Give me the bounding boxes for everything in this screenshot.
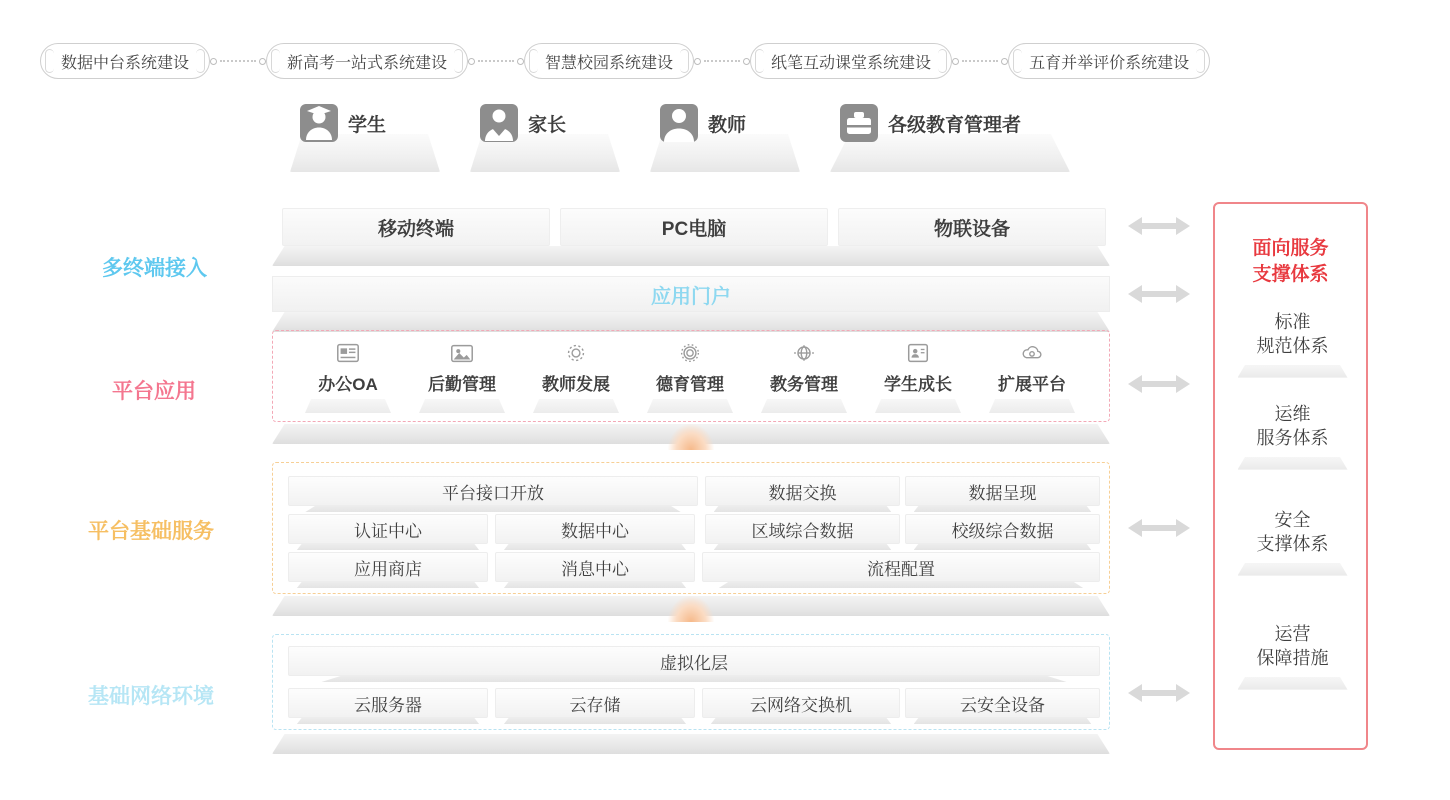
category-label-base-service: 平台基础服务: [88, 520, 214, 543]
app-pedestal: [989, 399, 1075, 413]
network-virtual-layer[interactable]: [288, 646, 1100, 676]
app-pedestal: [875, 399, 961, 413]
service-message-center[interactable]: [495, 552, 695, 582]
service-workflow-config-label: 流程配置: [867, 559, 935, 579]
support-item-operations[interactable]: [1233, 402, 1352, 470]
service-message-center-label: 消息中心: [561, 559, 629, 579]
cell-shadow: [504, 581, 686, 588]
connector-node-right: [259, 58, 266, 65]
network-layer-slab: [272, 734, 1110, 754]
administrator-icon: [838, 100, 880, 144]
teacher-icon: [658, 100, 700, 144]
service-app-store-label: 应用商店: [354, 559, 422, 579]
layer-connector-flame-apps: [668, 424, 714, 450]
support-system-title-line2: 支撑体系: [1252, 263, 1329, 285]
service-auth-center-label: 认证中心: [354, 521, 422, 541]
support-item-security[interactable]: [1233, 508, 1352, 576]
network-cloud-server[interactable]: [288, 688, 488, 718]
app-pedestal: [533, 399, 619, 413]
connector-dots: [478, 60, 514, 62]
pill-group-4: [750, 43, 1008, 79]
network-cloud-server-label: 云服务器: [354, 695, 422, 715]
parent-icon: [478, 100, 520, 144]
persona-parent[interactable]: [470, 100, 620, 172]
service-regional-data-label: 区域综合数据: [751, 521, 854, 541]
support-system-title: [1215, 236, 1366, 287]
support-item-standard-line2: 规范体系: [1256, 336, 1329, 357]
pill-group-1: [40, 43, 266, 79]
support-item-operation-guarantee-line2: 保障措施: [1256, 648, 1329, 669]
cell-shadow: [305, 505, 680, 512]
service-workflow-config[interactable]: [702, 552, 1100, 582]
cell-shadow: [714, 543, 892, 550]
terminal-iot[interactable]: [838, 208, 1106, 246]
persona-teacher-label: 教师: [708, 115, 747, 136]
cell-shadow: [321, 675, 1066, 682]
cell-shadow: [504, 543, 686, 550]
arrow-bar: [1141, 381, 1177, 387]
portal-layer-slab: [272, 312, 1110, 332]
connector-dots: [220, 60, 256, 62]
program-pill-5-label: 五育并举评价系统建设: [1029, 54, 1190, 72]
terminal-mobile-label: 移动终端: [377, 218, 454, 240]
pill-connector-1: [210, 55, 266, 67]
program-pill-row: [40, 40, 1410, 82]
cloud-extend-icon: [984, 336, 1080, 366]
support-item-security-line2: 支撑体系: [1256, 534, 1329, 555]
connector-node-left: [694, 58, 701, 65]
gear-outline-icon: [642, 336, 738, 366]
app-extension-platform-label: 扩展平台: [998, 375, 1066, 394]
terminal-layer-slab: [272, 246, 1110, 266]
arrow-left-head: [1128, 684, 1142, 702]
cell-shadow: [297, 581, 479, 588]
persona-student[interactable]: [290, 100, 440, 172]
support-item-standard-line1: 标准: [1274, 312, 1311, 332]
persona-student-label: 学生: [348, 115, 387, 136]
service-regional-data[interactable]: [705, 514, 900, 544]
connector-node-left: [468, 58, 475, 65]
program-pill-1-label: 数据中台系统建设: [61, 54, 190, 72]
pill-connector-3: [694, 55, 750, 67]
network-virtual-layer-label: 虚拟化层: [660, 653, 728, 673]
cell-shadow: [914, 543, 1092, 550]
persona-parent-label: 家长: [528, 115, 567, 136]
category-label-apps: 平台应用: [112, 380, 196, 403]
service-data-center[interactable]: [495, 514, 695, 544]
app-pedestal: [305, 399, 391, 413]
support-item-operations-line1: 运维: [1274, 404, 1311, 424]
network-cloud-switch[interactable]: [702, 688, 900, 718]
layer-connector-flame-base: [668, 596, 714, 622]
arrow-right-head: [1176, 519, 1190, 537]
connector-node-left: [210, 58, 217, 65]
application-portal-label: 应用门户: [651, 285, 731, 308]
program-pill-5[interactable]: [1008, 43, 1210, 79]
support-item-operation-guarantee[interactable]: [1233, 622, 1352, 690]
network-cloud-security[interactable]: [905, 688, 1100, 718]
cell-shadow: [914, 717, 1092, 724]
service-platform-api-label: 平台接口开放: [442, 483, 544, 503]
cell-shadow: [714, 505, 892, 512]
category-label-network: 基础网络环境: [88, 685, 214, 708]
support-item-security-line1: 安全: [1274, 510, 1311, 530]
network-cloud-switch-label: 云网络交换机: [750, 695, 852, 715]
service-data-center-label: 数据中心: [561, 521, 629, 541]
support-item-operation-guarantee-line1: 运营: [1274, 624, 1311, 644]
persona-administrator-label: 各级教育管理者: [888, 115, 1022, 136]
terminal-iot-label: 物联设备: [933, 218, 1010, 240]
program-pill-2[interactable]: [266, 43, 468, 79]
link-arrow-base-service: [1128, 519, 1190, 537]
app-moral-education-label: 德育管理: [656, 375, 724, 394]
arrow-right-head: [1176, 217, 1190, 235]
arrow-bar: [1141, 525, 1177, 531]
persona-administrator[interactable]: [830, 100, 1090, 172]
pill-group-5: [1008, 43, 1210, 79]
arrow-bar: [1141, 291, 1177, 297]
app-logistics[interactable]: [414, 336, 510, 413]
cell-shadow: [504, 717, 686, 724]
program-pill-3[interactable]: [524, 43, 694, 79]
app-moral-education[interactable]: [642, 336, 738, 413]
network-cloud-storage[interactable]: [495, 688, 695, 718]
arrow-right-head: [1176, 285, 1190, 303]
arrow-left-head: [1128, 519, 1142, 537]
globe-gear-icon: [756, 336, 852, 366]
arrow-right-head: [1176, 375, 1190, 393]
arrow-left-head: [1128, 375, 1142, 393]
pill-group-3: [524, 43, 750, 79]
program-pill-4-label: 纸笔互动课堂系统建设: [771, 54, 932, 72]
support-item-standard[interactable]: [1233, 310, 1352, 378]
support-item-pedestal: [1238, 365, 1348, 378]
logistics-image-icon: [414, 336, 510, 366]
gear-small-icon: [528, 336, 624, 366]
app-office-oa[interactable]: [300, 336, 396, 413]
service-data-presentation[interactable]: [905, 476, 1100, 506]
app-logistics-label: 后勤管理: [428, 375, 496, 394]
support-system-title-line1: 面向服务: [1252, 238, 1329, 259]
network-cloud-security-label: 云安全设备: [960, 695, 1045, 715]
persona-teacher[interactable]: [650, 100, 800, 172]
program-pill-3-label: 智慧校园系统建设: [545, 54, 674, 72]
connector-dots: [962, 60, 998, 62]
link-arrow-terminal: [1128, 217, 1190, 235]
service-school-data-label: 校级综合数据: [951, 521, 1054, 541]
program-pill-2-label: 新高考一站式系统建设: [287, 54, 448, 72]
terminal-pc[interactable]: [560, 208, 828, 246]
app-office-oa-label: 办公OA: [318, 375, 378, 394]
service-data-exchange-label: 数据交换: [768, 483, 837, 503]
arrow-bar: [1141, 690, 1177, 696]
category-label-terminal: 多终端接入: [102, 257, 207, 280]
connector-dots: [704, 60, 740, 62]
support-item-operations-line2: 服务体系: [1256, 428, 1329, 449]
support-item-pedestal: [1238, 677, 1348, 690]
service-data-presentation-label: 数据呈现: [968, 483, 1037, 503]
service-auth-center[interactable]: [288, 514, 488, 544]
terminal-pc-label: PC电脑: [661, 218, 727, 240]
support-item-pedestal: [1238, 457, 1348, 470]
app-pedestal: [419, 399, 505, 413]
service-app-store[interactable]: [288, 552, 488, 582]
app-student-growth[interactable]: [870, 336, 966, 413]
app-pedestal: [761, 399, 847, 413]
student-record-icon: [870, 336, 966, 366]
pill-connector-2: [468, 55, 524, 67]
link-arrow-portal: [1128, 285, 1190, 303]
pill-group-2: [266, 43, 524, 79]
connector-node-right: [1001, 58, 1008, 65]
app-teacher-dev-label: 教师发展: [542, 375, 610, 394]
office-card-icon: [300, 336, 396, 366]
network-cloud-storage-label: 云存储: [569, 695, 621, 715]
service-platform-api[interactable]: [288, 476, 698, 506]
service-data-exchange[interactable]: [705, 476, 900, 506]
arrow-right-head: [1176, 684, 1190, 702]
cell-shadow: [914, 505, 1092, 512]
application-portal-bar[interactable]: [272, 276, 1110, 312]
program-pill-4[interactable]: [750, 43, 952, 79]
arrow-bar: [1141, 223, 1177, 229]
app-extension-platform[interactable]: [984, 336, 1080, 413]
app-academic-affairs[interactable]: [756, 336, 852, 413]
link-arrow-network: [1128, 684, 1190, 702]
arrow-left-head: [1128, 217, 1142, 235]
app-academic-affairs-label: 教务管理: [770, 375, 838, 394]
link-arrow-apps: [1128, 375, 1190, 393]
program-pill-1[interactable]: [40, 43, 210, 79]
support-system-panel: [1213, 202, 1368, 750]
app-pedestal: [647, 399, 733, 413]
connector-node-left: [952, 58, 959, 65]
app-teacher-dev[interactable]: [528, 336, 624, 413]
support-item-pedestal: [1238, 563, 1348, 576]
pill-connector-4: [952, 55, 1008, 67]
cell-shadow: [719, 581, 1083, 588]
cell-shadow: [297, 717, 479, 724]
arrow-left-head: [1128, 285, 1142, 303]
connector-node-right: [517, 58, 524, 65]
app-student-growth-label: 学生成长: [884, 375, 952, 394]
terminal-mobile[interactable]: [282, 208, 550, 246]
connector-node-right: [743, 58, 750, 65]
cell-shadow: [711, 717, 891, 724]
cell-shadow: [297, 543, 479, 550]
student-icon: [298, 100, 340, 144]
service-school-data[interactable]: [905, 514, 1100, 544]
